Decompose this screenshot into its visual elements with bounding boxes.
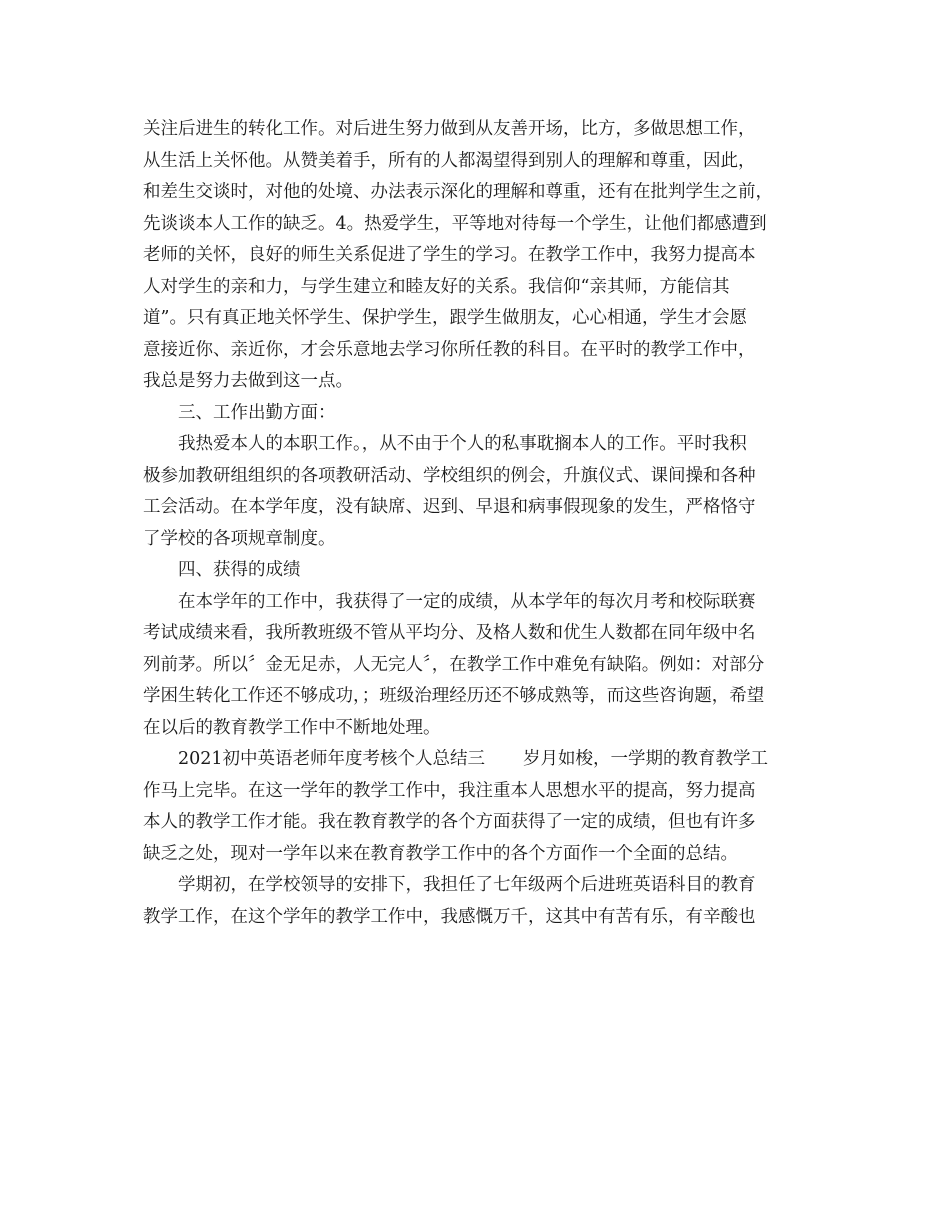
text-line: 岁月如梭，一学期的教育教学工 bbox=[523, 749, 769, 769]
text-line: 我总是努力去做到这一点。 bbox=[143, 371, 353, 391]
section-heading: 四、获得的成绩 bbox=[178, 560, 301, 580]
text-line: 学期初，在学校领导的安排下，我担任了七年级两个后进班英语科目的教育 bbox=[178, 875, 756, 895]
text-line: 老师的关怀，良好的师生关系促进了学生的学习。在教学工作中，我努力提高本 bbox=[143, 245, 756, 265]
text-line: 学困生转化工作还不够成功，；班级治理经历还不够成熟等，而这些咨询题，希望 bbox=[143, 686, 765, 706]
text-line: 列前茅。所以〞金无足赤，人无完人〞，在教学工作中难免有缺陷。例如：对部分 bbox=[143, 654, 765, 675]
text-line: 从生活上关怀他。从赞美着手，所有的人都渴望得到别人的理解和尊重，因此， bbox=[143, 150, 756, 171]
document-title-line bbox=[143, 744, 805, 776]
text-line: 极参加教研组组织的各项教研活动、学校组织的例会，升旗仪式、课间操和各种 bbox=[143, 465, 756, 486]
text-line: 先谈谈本人工作的缺乏。4。热爱学生，平等地对待每一个学生，让他们都感遭到 bbox=[143, 213, 767, 234]
text-line: 了学校的各项规章制度。 bbox=[143, 528, 336, 549]
text-line: 本人的教学工作才能。我在教育教学的各个方面获得了一定的成绩，但也有许多 bbox=[143, 812, 756, 832]
text-line: 人对学生的亲和力，与学生建立和睦友好的关系。我信仰“亲其师，方能信其 bbox=[143, 276, 730, 297]
text-line: 作马上完毕。在这一学年的教学工作中，我注重本人思想水平的提高，努力提高 bbox=[143, 780, 756, 801]
text-line: 和差生交谈时，对他的处境、办法表示深化的理解和尊重，还有在批判学生之前， bbox=[143, 182, 773, 202]
text-line: 考试成绩来看，我所教班级不管从平均分、及格人数和优生人数都在同年级中名 bbox=[143, 623, 756, 643]
text-line: 教学工作，在这个学年的教学工作中，我感慨万千，这其中有苦有乐，有辛酸也 bbox=[143, 906, 756, 927]
text-line: 工会活动。在本学年度，没有缺席、迟到、早退和病事假现象的发生，严格恪守 bbox=[143, 497, 756, 517]
text-line: 在本学年的工作中，我获得了一定的成绩，从本学年的每次月考和校际联赛 bbox=[178, 591, 756, 612]
section-heading: 三、工作出勤方面： bbox=[178, 402, 336, 423]
text-line: 缺乏之处，现对一学年以来在教育教学工作中的各个方面作一个全面的总结。 bbox=[143, 843, 738, 864]
text-line: 意接近你、亲近你，才会乐意地去学习你所任教的科目。在平时的教学工作中， bbox=[143, 339, 756, 360]
text-line: 在以后的教育教学工作中不断地处理。 bbox=[143, 717, 441, 738]
document-body bbox=[143, 114, 805, 933]
document-title: 2021初中英语老师年度考核个人总结三 bbox=[178, 749, 486, 769]
text-line: 道”。只有真正地关怀学生、保护学生，跟学生做朋友，心心相通，学生才会愿 bbox=[143, 308, 747, 328]
text-line: 我热爱本人的本职工作。，从不由于个人的私事耽搁本人的工作。平时我积 bbox=[178, 434, 747, 454]
text-line: 关注后进生的转化工作。对后进生努力做到从友善开场，比方，多做思想工作， bbox=[143, 119, 756, 139]
